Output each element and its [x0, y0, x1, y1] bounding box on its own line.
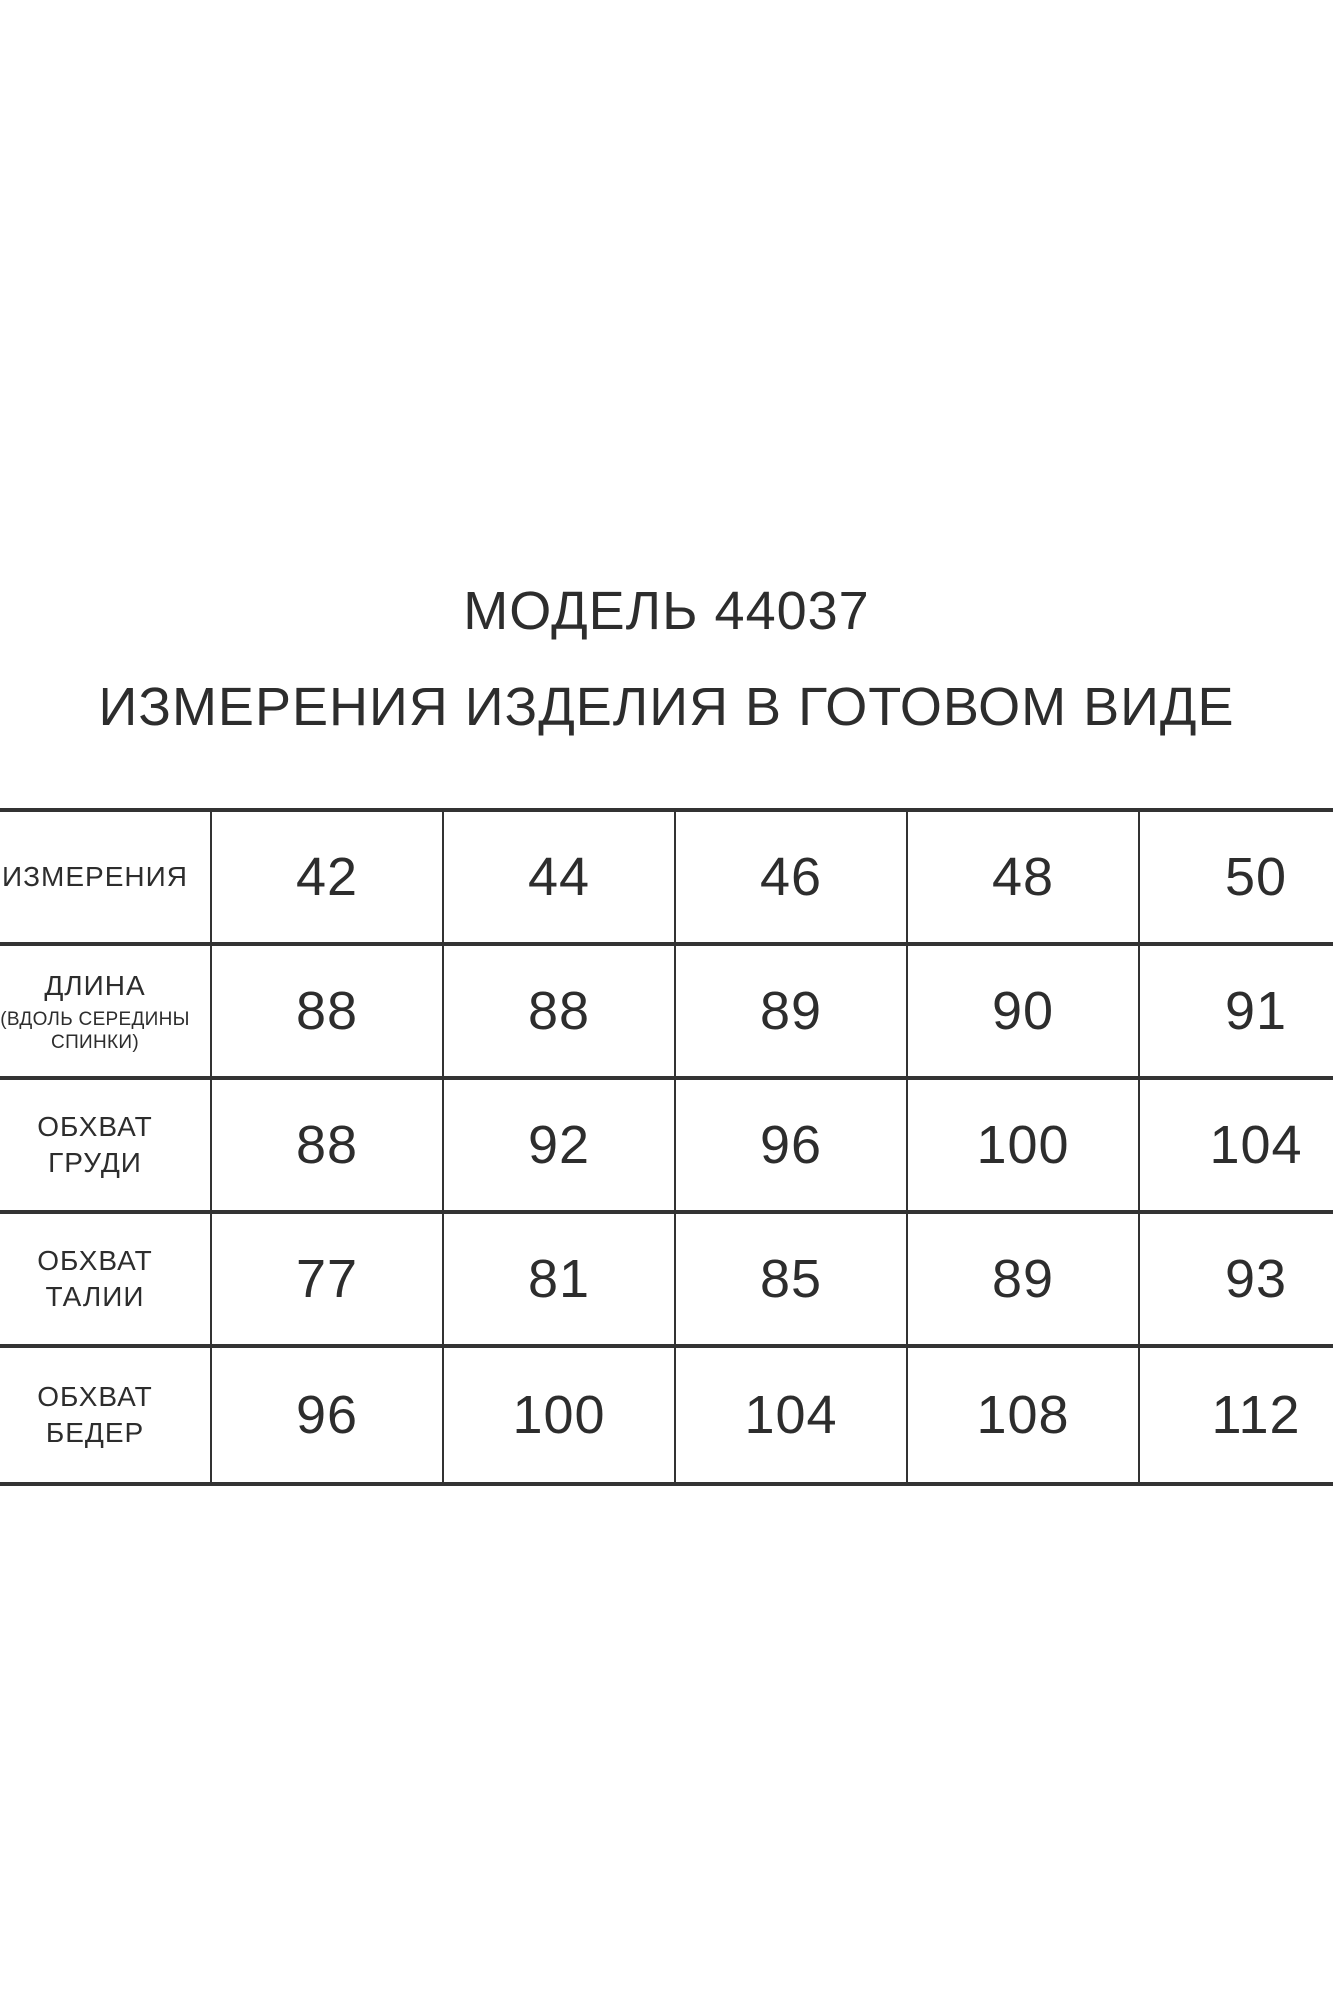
- measurement-value: 91: [1224, 981, 1288, 1041]
- measurement-value: 85: [759, 1249, 823, 1309]
- row-label-cell: [0, 1348, 212, 1482]
- measurement-value: 100: [512, 1385, 606, 1445]
- measurement-cell: [1140, 1214, 1333, 1344]
- measurement-value: 90: [991, 981, 1055, 1041]
- size-value: 48: [991, 847, 1055, 907]
- measurement-value: 88: [295, 981, 359, 1041]
- measurement-cell: [212, 1214, 444, 1344]
- measurement-cell: [212, 1348, 444, 1482]
- size-cell: [676, 812, 908, 942]
- measurement-value: 100: [976, 1115, 1070, 1175]
- measurement-cell: [908, 946, 1140, 1076]
- measurement-cell: [908, 1214, 1140, 1344]
- measurement-value: 89: [759, 981, 823, 1041]
- measurement-value: 88: [295, 1115, 359, 1175]
- size-cell: [908, 812, 1140, 942]
- measurement-value: 88: [527, 981, 591, 1041]
- measurement-cell: [908, 1348, 1140, 1482]
- measurement-value: 89: [991, 1249, 1055, 1309]
- header-label: ИЗМЕРЕНИЯ: [2, 860, 188, 892]
- page-subtitle: ИЗМЕРЕНИЯ ИЗДЕЛИЯ В ГОТОВОМ ВИДЕ: [98, 677, 1235, 738]
- size-value: 50: [1224, 847, 1288, 907]
- measurement-cell: [444, 946, 676, 1076]
- measurement-value: 81: [527, 1249, 591, 1309]
- measurement-value: 93: [1224, 1249, 1288, 1309]
- row-label-cell: [0, 1214, 212, 1344]
- title-block: [0, 580, 1333, 738]
- size-cell: [212, 812, 444, 942]
- row-label-cell: [0, 1080, 212, 1210]
- measurement-value: 108: [976, 1385, 1070, 1445]
- row-label-cell: [0, 946, 212, 1076]
- measurement-value: 96: [759, 1115, 823, 1175]
- measurement-value: 104: [744, 1385, 838, 1445]
- measurement-cell: [212, 946, 444, 1076]
- measurement-cell: [908, 1080, 1140, 1210]
- measurement-cell: [1140, 1348, 1333, 1482]
- row-sublabel: (ВДОЛЬ СЕРЕДИНЫ СПИНКИ): [0, 1009, 190, 1053]
- row-label: ОБХВАТ БЕДЕР: [37, 1380, 153, 1448]
- size-cell: [1140, 812, 1333, 942]
- measurement-value: 77: [295, 1249, 359, 1309]
- table-header-row: [0, 812, 1333, 946]
- measurement-value: 112: [1211, 1385, 1301, 1445]
- measurement-cell: [444, 1214, 676, 1344]
- measurement-value: 104: [1209, 1115, 1303, 1175]
- size-cell: [444, 812, 676, 942]
- header-label-cell: [0, 812, 212, 942]
- table-row-length: [0, 946, 1333, 1080]
- measurement-value: 92: [527, 1115, 591, 1175]
- measurement-cell: [676, 946, 908, 1076]
- measurement-cell: [1140, 946, 1333, 1076]
- measurement-cell: [212, 1080, 444, 1210]
- size-value: 44: [527, 847, 591, 907]
- measurement-cell: [676, 1080, 908, 1210]
- measurement-cell: [1140, 1080, 1333, 1210]
- row-label: ДЛИНА: [44, 969, 146, 1001]
- measurement-cell: [676, 1348, 908, 1482]
- table-row-chest: [0, 1080, 1333, 1214]
- measurement-cell: [676, 1214, 908, 1344]
- row-label: ОБХВАТ ТАЛИИ: [37, 1244, 153, 1312]
- size-value: 42: [295, 847, 359, 907]
- table-row-hips: [0, 1348, 1333, 1482]
- size-table: [0, 808, 1333, 1486]
- measurement-cell: [444, 1080, 676, 1210]
- measurement-value: 96: [295, 1385, 359, 1445]
- measurement-cell: [444, 1348, 676, 1482]
- size-value: 46: [759, 847, 823, 907]
- page-title: МОДЕЛЬ 44037: [463, 581, 870, 641]
- table-row-waist: [0, 1214, 1333, 1348]
- row-label: ОБХВАТ ГРУДИ: [37, 1110, 153, 1178]
